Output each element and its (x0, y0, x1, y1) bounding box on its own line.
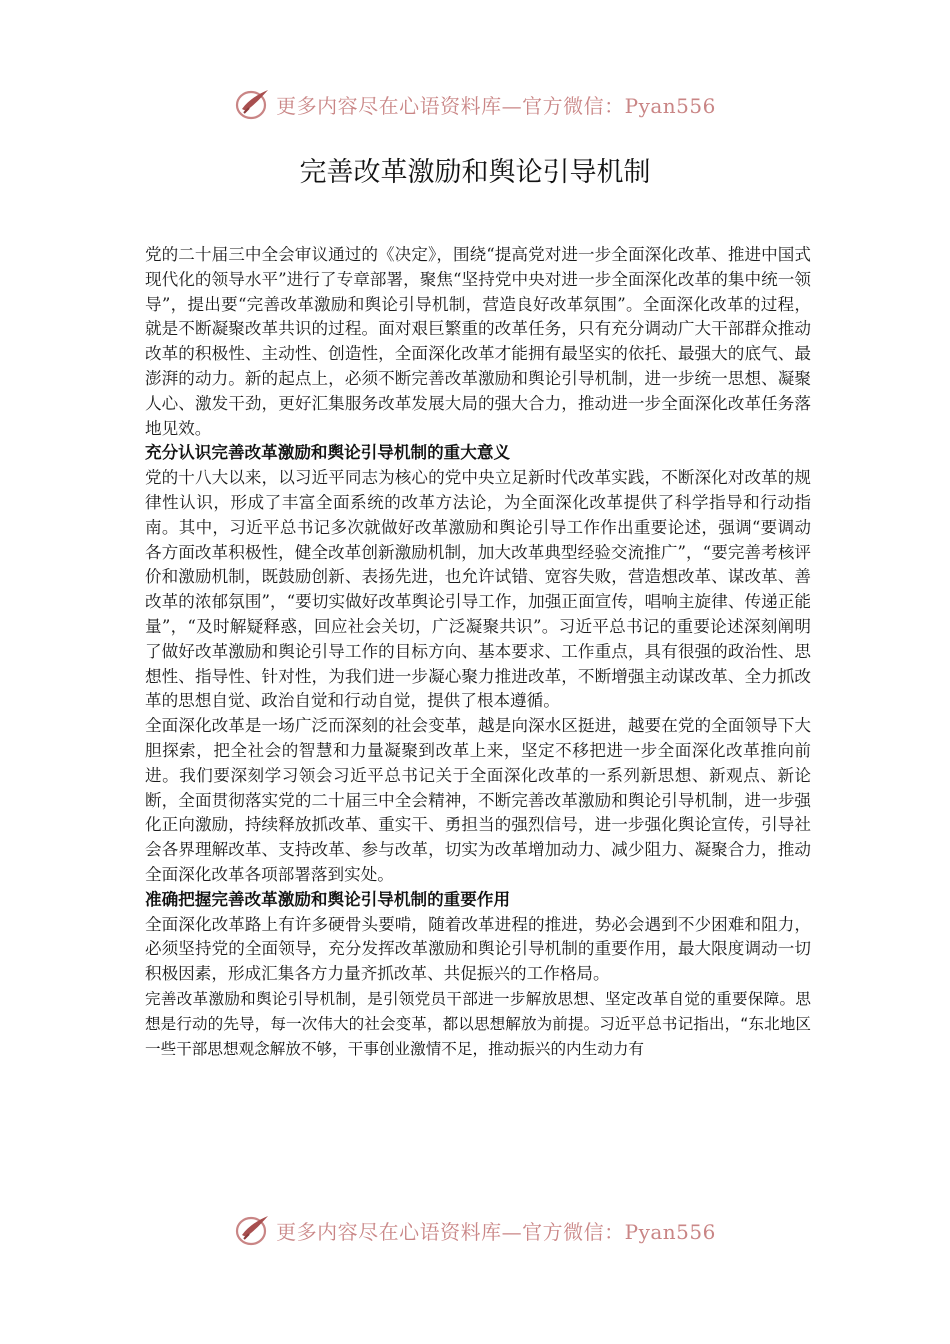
banner-text: 更多内容尽在心语资料库—官方微信：Pyan556 (276, 93, 716, 118)
banner-text: 更多内容尽在心语资料库—官方微信：Pyan556 (276, 1219, 716, 1244)
section-heading-role: 准确把握完善改革激励和舆论引导机制的重要作用 (145, 889, 511, 909)
page-title: 完善改革激励和舆论引导机制 (299, 157, 651, 188)
quill-pen-icon (234, 1213, 272, 1247)
paragraph-guarantee: 完善改革激励和舆论引导机制，是引领党员干部进一步解放思想、坚定改革自觉的重要保障。思想是行动的先导，每一次伟大的社会变革，都以思想解放为前提。习近平总书记指出，“东北地区一些干部思想观念解放不够，干事创业激情不足，推动振兴的内生动力有 (145, 989, 811, 1058)
banner-inner (234, 1213, 716, 1247)
quill-pen-icon (234, 87, 272, 121)
footer-banner (0, 1208, 950, 1252)
section-heading-significance: 充分认识完善改革激励和舆论引导机制的重大意义 (145, 443, 511, 463)
paragraph-reform-change: 全面深化改革是一场广泛而深刻的社会变革，越是向深水区挺进，越要在党的全面领导下大胆探索，把全社会的智慧和力量凝聚到改革上来，坚定不移把进一步全面深化改革推向前进。我们要深刻学习领会习近平总书记关于全面深化改革的一系列新思想、新观点、新论断，全面贯彻落实党的二十届三中全会精神，不断完善改革激励和舆论引导机制，进一步强化正向激励，持续释放抓改革、重实干、勇担当的强烈信号，进一步强化舆论宣传，引导社会各界理解改革、支持改革、参与改革，切实为改革增加动力、减少阻力、凝聚合力，推动全面深化改革各项部署落到实处。 (145, 716, 811, 884)
document-body (145, 243, 811, 1061)
banner-inner (234, 87, 716, 121)
paragraph-intro: 党的二十届三中全会审议通过的《决定》，围绕“提高党对进一步全面深化改革、推进中国式现代化的领导水平”进行了专章部署，聚焦“坚持党中央对进一步全面深化改革的集中统一领导”，提出要“完善改革激励和舆论引导机制，营造良好改革氛围”。全面深化改革的过程，就是不断凝聚改革共识的过程。面对艰巨繁重的改革任务，只有充分调动广大干部群众推动改革的积极性、主动性、创造性，全面深化改革才能拥有最坚实的依托、最强大的底气、最澎湃的动力。新的起点上，必须不断完善改革激励和舆论引导机制，进一步统一思想、凝聚人心、激发干劲，更好汇集服务改革发展大局的强大合力，推动进一步全面深化改革任务落地见效。 (145, 245, 811, 438)
header-banner (0, 82, 950, 126)
paragraph-significance: 党的十八大以来，以习近平同志为核心的党中央立足新时代改革实践，不断深化对改革的规律性认识，形成了丰富全面系统的改革方法论，为全面深化改革提供了科学指导和行动指南。其中，习近平总书记多次就做好改革激励和舆论引导工作作出重要论述，强调“要调动各方面改革积极性，健全改革创新激励机制，加大改革典型经验交流推广”，“要完善考核评价和激励机制，既鼓励创新、表扬先进，也允许试错、宽容失败，营造想改革、谋改革、善改革的浓郁氛围”，“要切实做好改革舆论引导工作，加强正面宣传，唱响主旋律、传递正能量”，“及时解疑释惑，回应社会关切，广泛凝聚共识”。习近平总书记的重要论述深刻阐明了做好改革激励和舆论引导工作的目标方向、基本要求、工作重点，具有很强的政治性、思想性、指导性、针对性，为我们进一步凝心聚力推进改革，不断增强主动谋改革、全力抓改革的思想自觉、政治自觉和行动自觉，提供了根本遵循。 (145, 468, 811, 711)
paragraph-role: 全面深化改革路上有许多硬骨头要啃，随着改革进程的推进，势必会遇到不少困难和阻力，必须坚持党的全面领导，充分发挥改革激励和舆论引导机制的重要作用，最大限度调动一切积极因素，形成汇集各方力量齐抓改革、共促振兴的工作格局。 (145, 914, 811, 984)
